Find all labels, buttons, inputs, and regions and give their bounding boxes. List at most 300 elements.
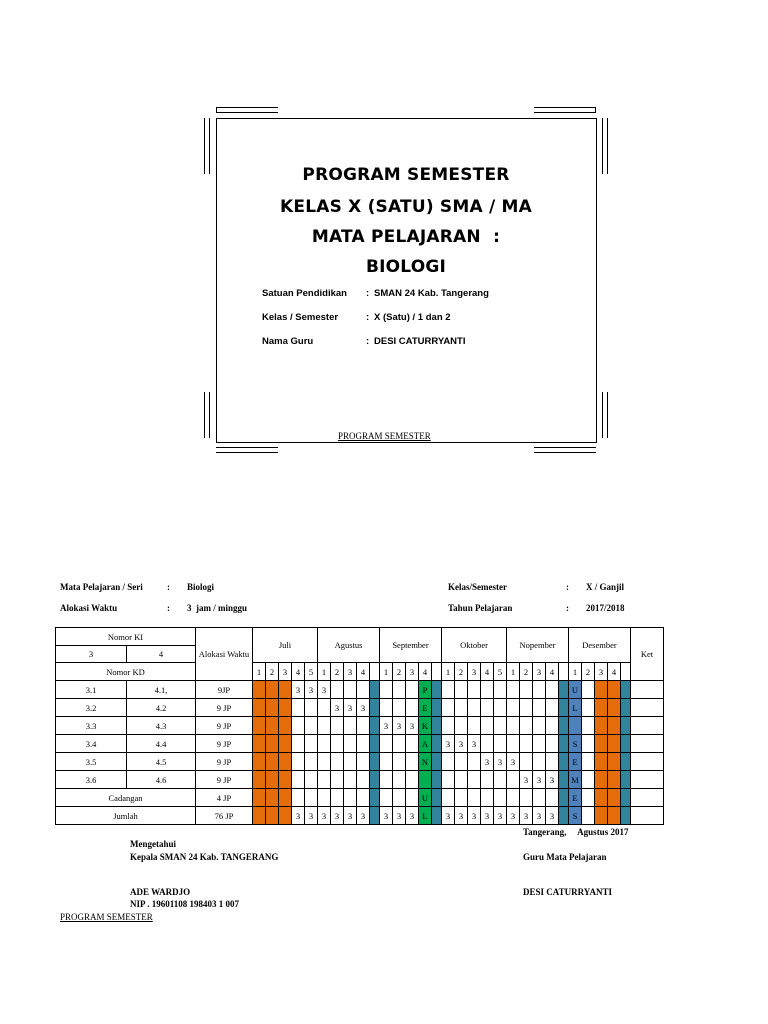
week-cell [344,771,357,789]
week-cell [481,717,494,735]
week-cell [266,789,279,807]
week-cell [533,735,546,753]
week-cell [608,735,621,753]
ket-cell [631,807,664,825]
pekan-ulangan-cell: U [419,789,432,807]
week-cell [608,771,621,789]
week-number: 4 [481,663,494,681]
pekan-ulangan-cell: K [419,717,432,735]
week-cell [546,681,559,699]
info-kelas-label: Kelas/Semester [448,582,507,592]
week-cell [533,681,546,699]
ket-cell [631,753,664,771]
cover-footer: PROGRAM SEMESTER [338,431,431,441]
week-cell [546,735,559,753]
month-juli: Juli [253,628,318,663]
separator-cell [370,789,380,807]
week-cell [357,735,370,753]
cover-colon-3: : [366,336,370,347]
separator-cell [559,735,569,753]
week-cell [344,717,357,735]
info-mapel-value: Biologi [187,582,215,592]
kepala-name: ADE WARDJO [130,887,191,897]
separator-cell [621,807,631,825]
week-cell: 3 [331,699,344,717]
separator-cell [559,771,569,789]
week-cell [305,735,318,753]
guru-title: Guru Mata Pelajaran [523,852,607,862]
week-cell [344,753,357,771]
month-oktober: Oktober [442,628,507,663]
info-tahun-value: 2017/2018 [586,603,625,613]
jp-cell: 9 JP [196,699,253,717]
info-tahun-label: Tahun Pelajaran [448,603,513,613]
week-cell [608,753,621,771]
week-cell [455,771,468,789]
week-cell [546,789,559,807]
kd3-cell: 3.5 [56,753,127,771]
week-cell: 3 [318,681,331,699]
table-row [56,771,664,789]
week-cell [318,753,331,771]
week-cell [380,771,393,789]
separator-cell [432,735,442,753]
week-number: 2 [266,663,279,681]
month-september: September [380,628,442,663]
pekan-ulangan-cell: L [419,807,432,825]
separator-cell [621,681,631,699]
week-cell [481,735,494,753]
cover-colon-2: : [366,312,370,323]
week-cell: 3 [507,753,520,771]
week-cell [279,735,292,753]
week-cell [253,771,266,789]
program-semester-table [55,627,664,825]
cover-value-guru: DESI CATURRYANTI [374,336,466,347]
week-cell [533,789,546,807]
ulangan-semester-cell: M [569,771,582,789]
mengetahui: Mengetahui [130,839,176,849]
week-cell [266,807,279,825]
week-cell [406,771,419,789]
week-number: 5 [305,663,318,681]
cover-label-guru: Nama Guru [262,336,314,347]
week-number: 3 [344,663,357,681]
week-cell [507,789,520,807]
week-cell [582,807,595,825]
week-number: 1 [318,663,331,681]
week-cell [266,681,279,699]
week-cell: 3 [520,771,533,789]
week-cell: 3 [494,807,507,825]
week-cell [393,681,406,699]
week-cell [582,681,595,699]
week-cell: 3 [318,807,331,825]
ket-cell [631,789,664,807]
week-cell [494,789,507,807]
kepala-nip: NIP . 19601108 198403 1 007 [130,899,240,909]
week-cell [481,771,494,789]
week-cell [520,735,533,753]
week-cell [582,789,595,807]
kd3-cell: 3.3 [56,717,127,735]
week-cell [520,789,533,807]
kepala-title: Kepala SMAN 24 Kab. TANGERANG [130,852,279,862]
week-cell [305,717,318,735]
cadangan-label: Cadangan [56,789,196,807]
ulangan-semester-cell: U [569,681,582,699]
week-cell [406,789,419,807]
separator-cell [621,735,631,753]
week-cell [305,699,318,717]
week-cell [608,807,621,825]
week-cell: 3 [494,753,507,771]
separator-cell [432,699,442,717]
separator-cell [432,789,442,807]
week-cell [318,771,331,789]
week-cell [533,699,546,717]
week-separator [559,663,569,681]
separator-cell [559,681,569,699]
week-cell [595,681,608,699]
separator-cell [432,717,442,735]
ulangan-semester-cell: L [569,699,582,717]
week-cell [318,789,331,807]
separator-cell [621,717,631,735]
week-cell [608,717,621,735]
week-cell [442,699,455,717]
week-cell [442,681,455,699]
week-cell [494,717,507,735]
week-number: 1 [442,663,455,681]
separator-cell [432,771,442,789]
week-cell [608,681,621,699]
table-row [56,717,664,735]
week-cell [546,753,559,771]
month-nopember: Nopember [507,628,569,663]
separator-cell [559,717,569,735]
guru-name: DESI CATURRYANTI [523,887,612,897]
week-cell: 3 [406,807,419,825]
jp-cell: 9 JP [196,735,253,753]
week-cell [305,789,318,807]
week-cell [331,753,344,771]
week-number: 3 [595,663,608,681]
separator-cell [559,807,569,825]
week-cell [582,699,595,717]
week-cell [494,735,507,753]
week-cell [331,717,344,735]
kd4-cell: 4.2 [127,699,196,717]
week-number: 3 [533,663,546,681]
jp-cell: 9 JP [196,771,253,789]
week-cell [279,771,292,789]
week-cell [344,789,357,807]
separator-cell [621,699,631,717]
week-cell: 3 [406,717,419,735]
ket-cell [631,771,664,789]
cover-label-kelas: Kelas / Semester [262,312,339,323]
week-cell [582,771,595,789]
week-cell [357,789,370,807]
week-cell: 3 [442,735,455,753]
week-number: 1 [569,663,582,681]
week-cell [595,771,608,789]
info-colon-2: : [566,582,569,592]
table-row [56,789,664,807]
week-cell: 3 [344,699,357,717]
jumlah-label: Jumlah [56,807,196,825]
week-cell: 3 [507,807,520,825]
week-cell [292,753,305,771]
week-cell [331,735,344,753]
month-desember: Desember [569,628,631,663]
week-cell [292,699,305,717]
separator-cell [559,753,569,771]
week-number: 1 [380,663,393,681]
cover-colon-1: : [366,288,370,299]
week-cell: 3 [468,807,481,825]
week-cell: 3 [292,681,305,699]
separator-cell [370,717,380,735]
week-cell [305,753,318,771]
cover-value-kelas: X (Satu) / 1 dan 2 [374,312,451,323]
week-cell [595,735,608,753]
week-cell [266,771,279,789]
cover-title-line-1: PROGRAM SEMESTER [302,165,510,185]
week-cell [582,717,595,735]
alokasi-header: Alokasi Waktu [196,628,253,681]
separator-cell [621,789,631,807]
week-cell [481,681,494,699]
week-cell [546,717,559,735]
nomor-ki-header: Nomor KI [56,628,196,646]
week-cell [393,789,406,807]
ket-cell [631,681,664,699]
ket-cell [631,699,664,717]
week-cell: 3 [546,807,559,825]
week-cell [595,789,608,807]
week-cell [253,681,266,699]
week-cell [595,753,608,771]
separator-cell [370,681,380,699]
ulangan-semester-cell: E [569,753,582,771]
jp-cell: 4 JP [196,789,253,807]
table-row [56,735,664,753]
week-number: 4 [419,663,432,681]
week-cell [507,699,520,717]
week-cell [455,717,468,735]
week-cell [507,717,520,735]
ket-cell [631,735,664,753]
info-colon-1: : [167,582,170,592]
week-cell [318,735,331,753]
separator-cell [559,789,569,807]
week-cell [279,789,292,807]
pekan-ulangan-cell: E [419,699,432,717]
week-cell [494,771,507,789]
week-cell [468,717,481,735]
ket-header: Ket [631,628,664,681]
week-number: 2 [331,663,344,681]
week-cell [253,735,266,753]
week-cell [318,699,331,717]
week-cell [292,717,305,735]
table-row [56,699,664,717]
cover-title-line-2: KELAS X (SATU) SMA / MA [280,197,532,217]
week-cell [595,717,608,735]
week-cell [380,681,393,699]
week-cell: 3 [380,807,393,825]
week-cell [393,771,406,789]
week-cell [279,753,292,771]
week-cell [279,807,292,825]
week-cell: 3 [481,807,494,825]
separator-cell [621,753,631,771]
week-cell: 3 [481,753,494,771]
info-kelas-value: X / Ganjil [586,582,625,592]
separator-cell [432,807,442,825]
week-cell [468,681,481,699]
week-cell [507,735,520,753]
week-cell [380,753,393,771]
week-cell: 3 [331,807,344,825]
kd3-cell: 3.2 [56,699,127,717]
kd3-cell: 3.4 [56,735,127,753]
kd4-cell: 4.3 [127,717,196,735]
week-cell [608,789,621,807]
week-number: 2 [393,663,406,681]
week-cell: 3 [533,807,546,825]
week-number: 1 [507,663,520,681]
week-cell [406,681,419,699]
week-cell [305,771,318,789]
week-cell [468,771,481,789]
cover-label-satuan: Satuan Pendidikan [262,288,347,299]
week-cell [357,753,370,771]
jp-cell: 9 JP [196,717,253,735]
week-cell [468,753,481,771]
week-cell: 3 [393,717,406,735]
week-cell [380,699,393,717]
info-colon-3: : [167,603,170,613]
week-number: 2 [520,663,533,681]
week-cell [468,699,481,717]
pekan-ulangan-cell: A [419,735,432,753]
week-cell: 3 [442,807,455,825]
week-cell [455,681,468,699]
cover-value-satuan: SMAN 24 Kab. Tangerang [374,288,489,299]
week-cell [546,699,559,717]
separator-cell [621,771,631,789]
week-cell [520,753,533,771]
week-separator [621,663,631,681]
week-cell [595,699,608,717]
week-cell [481,699,494,717]
week-cell [279,717,292,735]
week-cell [380,735,393,753]
week-cell [442,717,455,735]
week-cell [393,735,406,753]
ki-4-header: 4 [127,646,196,663]
week-number: 3 [406,663,419,681]
kd4-cell: 4.5 [127,753,196,771]
week-cell [344,735,357,753]
week-cell [582,735,595,753]
week-number: 2 [455,663,468,681]
week-cell [292,789,305,807]
week-cell [266,753,279,771]
week-cell [455,699,468,717]
kd4-cell: 4.1, [127,681,196,699]
week-cell [406,735,419,753]
week-cell [520,699,533,717]
week-cell [380,789,393,807]
week-cell: 3 [344,807,357,825]
week-cell [318,717,331,735]
week-cell [292,771,305,789]
week-cell [292,735,305,753]
ki-3-header: 3 [56,646,127,663]
ket-cell [631,717,664,735]
table-row [56,753,664,771]
week-cell [595,807,608,825]
week-cell [331,681,344,699]
week-cell [266,717,279,735]
week-cell [357,681,370,699]
separator-cell [432,681,442,699]
separator-cell [370,771,380,789]
week-cell [253,699,266,717]
week-cell [331,789,344,807]
separator-cell [370,699,380,717]
table-row [56,807,664,825]
week-cell [507,681,520,699]
week-cell: 3 [533,771,546,789]
ulangan-semester-cell [569,717,582,735]
week-cell [344,681,357,699]
week-cell: 3 [357,699,370,717]
week-cell [468,789,481,807]
week-cell [608,699,621,717]
pekan-ulangan-cell: P [419,681,432,699]
week-cell [357,717,370,735]
ulangan-semester-cell: S [569,735,582,753]
table-row [56,681,664,699]
week-cell [494,699,507,717]
kd3-cell: 3.1 [56,681,127,699]
week-number: 2 [582,663,595,681]
week-cell [582,753,595,771]
week-cell [455,753,468,771]
week-cell [266,735,279,753]
info-alokasi-value: 3 jam / minggu [187,603,248,613]
jp-cell: 9 JP [196,753,253,771]
week-number: 1 [253,663,266,681]
week-cell [253,753,266,771]
week-cell [406,699,419,717]
week-cell [279,681,292,699]
week-cell [393,753,406,771]
week-cell [507,771,520,789]
week-cell: 3 [380,717,393,735]
jp-cell: 9JP [196,681,253,699]
page-footer: PROGRAM SEMESTER [60,912,153,922]
info-colon-4: : [566,603,569,613]
week-cell: 3 [520,807,533,825]
week-cell: 3 [393,807,406,825]
week-cell: 3 [357,807,370,825]
